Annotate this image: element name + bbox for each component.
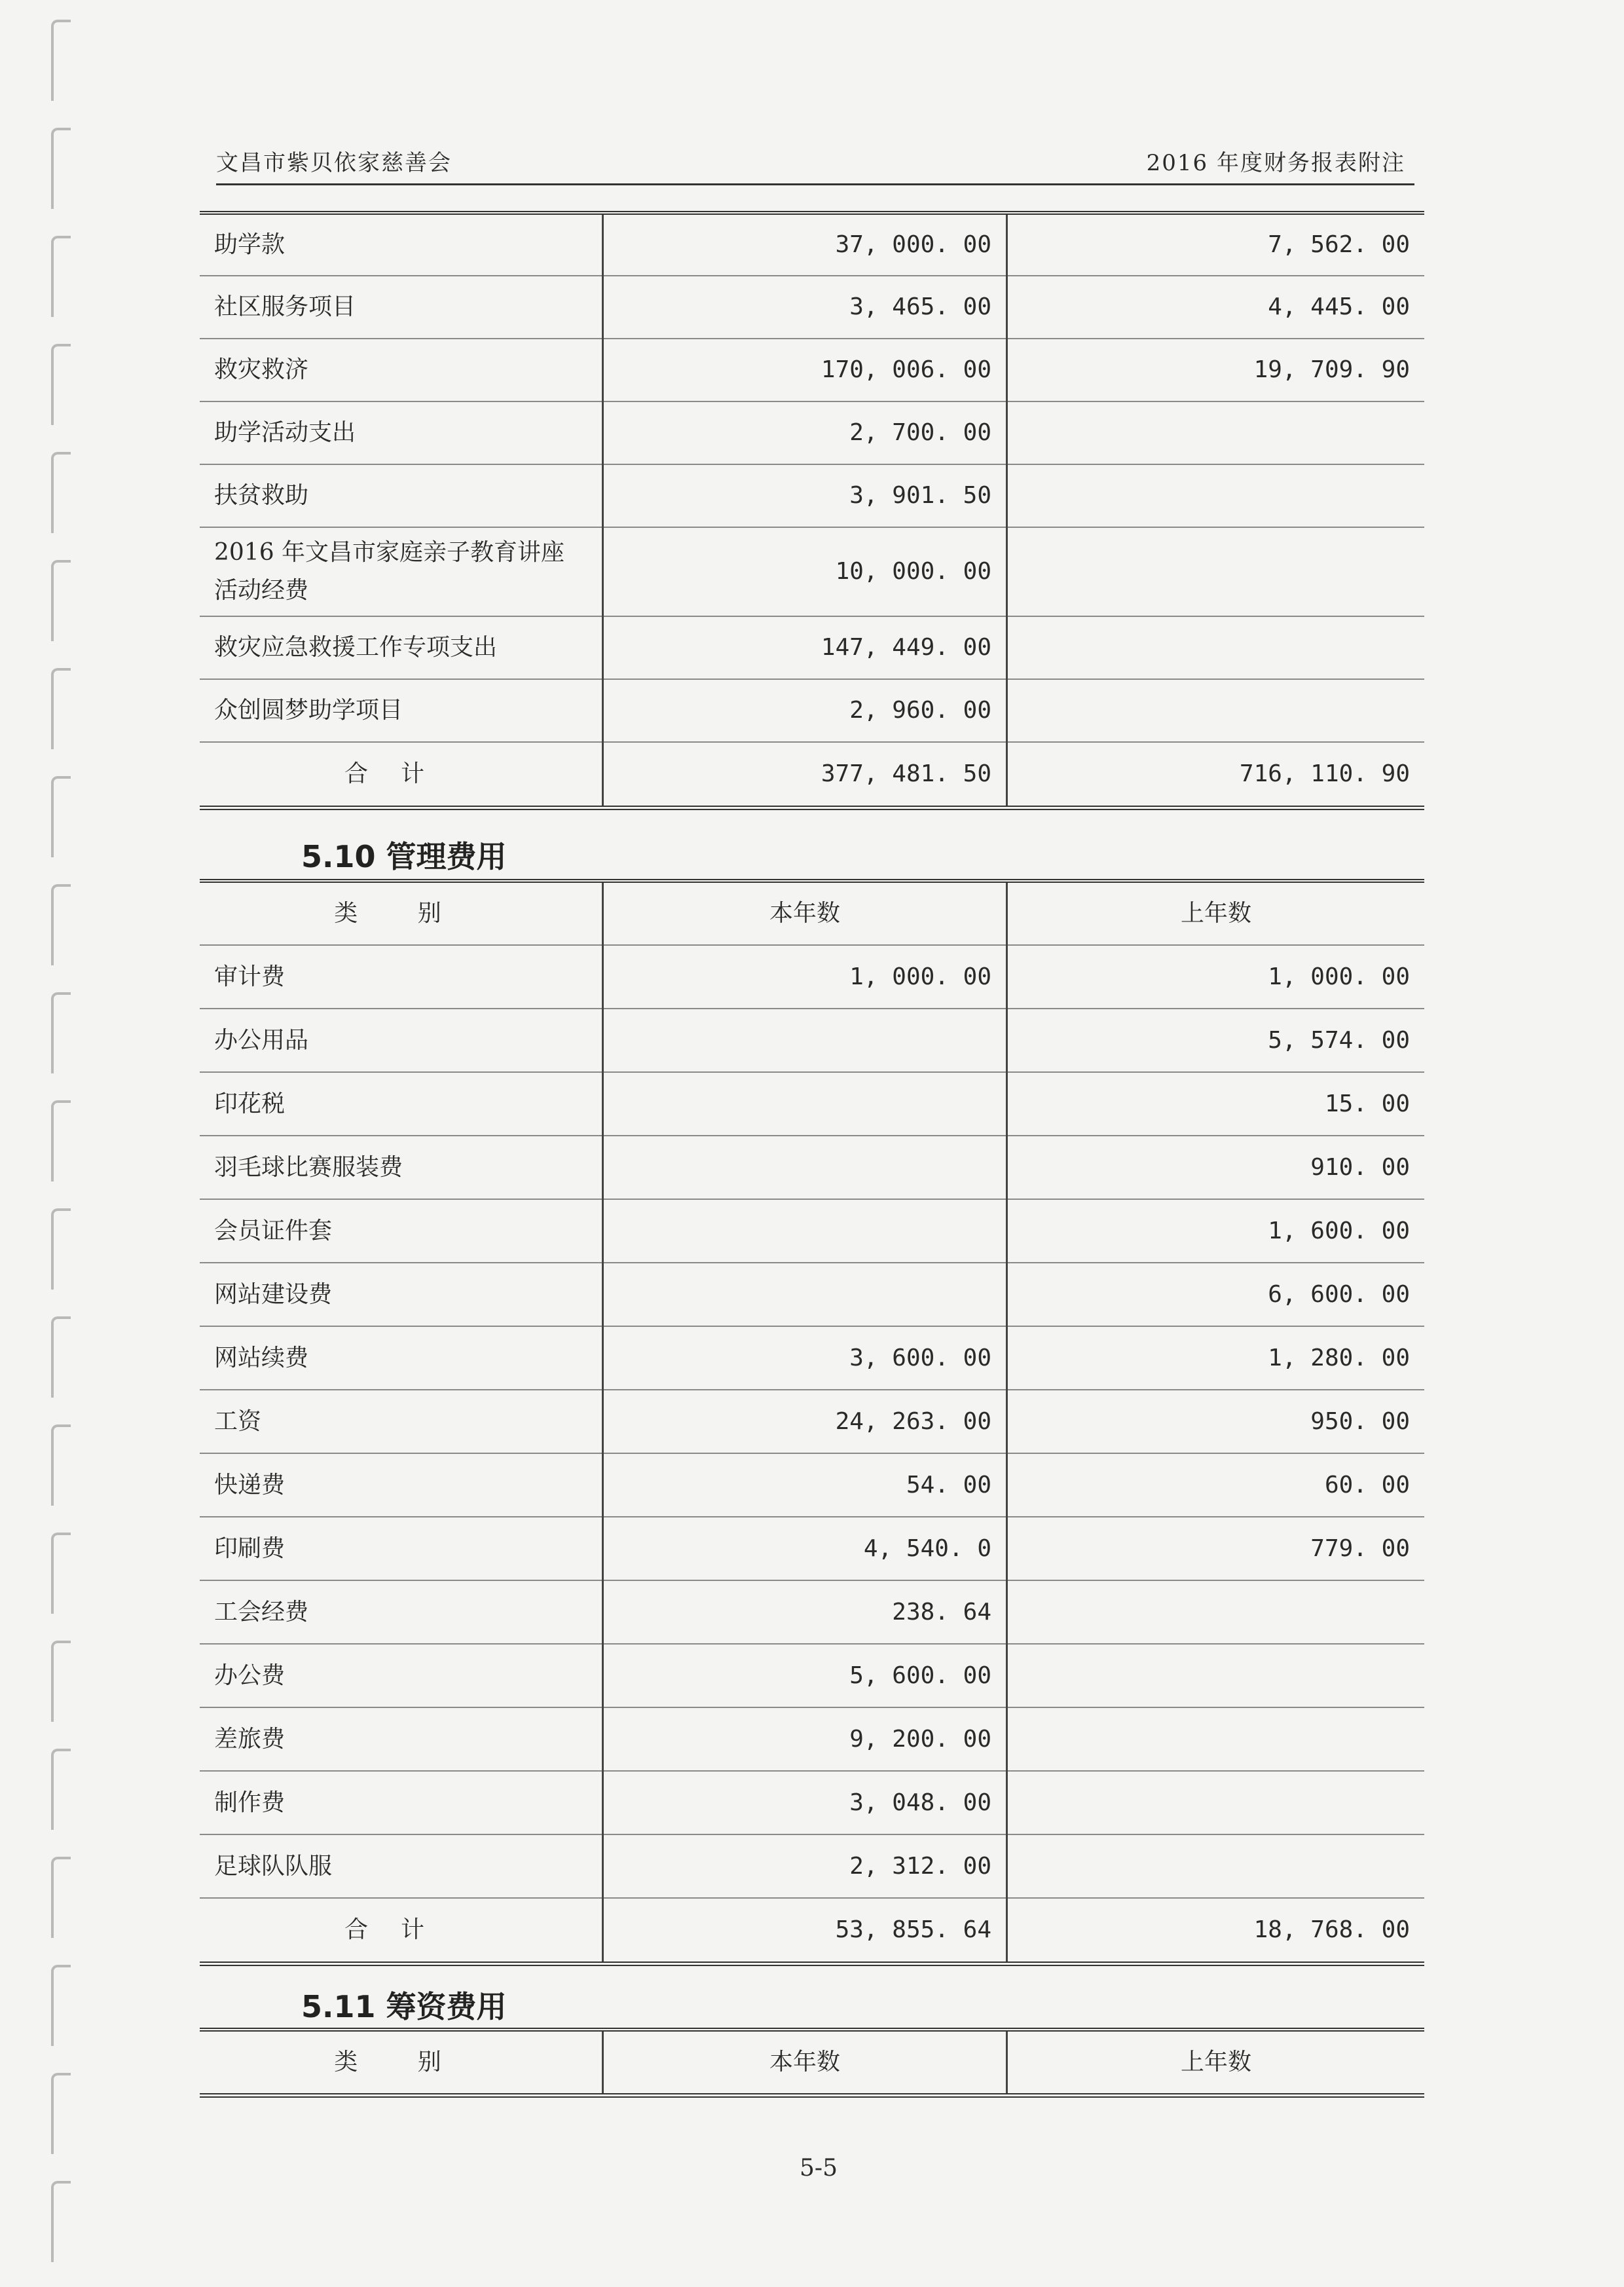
row-prior	[1007, 1707, 1425, 1771]
table-row	[200, 1834, 1424, 1898]
total-current: 53, 855. 64	[603, 1898, 1007, 1963]
header-row	[200, 2030, 1424, 2095]
row-current: 54. 00	[603, 1453, 1007, 1517]
binder-hole	[51, 1965, 71, 2046]
binder-hole	[51, 776, 71, 857]
row-current	[603, 1136, 1007, 1199]
binder-hole	[51, 2181, 71, 2262]
binder-hole	[51, 884, 71, 965]
row-prior: 15. 00	[1007, 1072, 1425, 1136]
row-label: 助学款	[200, 213, 603, 276]
row-prior	[1007, 616, 1425, 679]
table-row	[200, 527, 1424, 616]
row-prior	[1007, 679, 1425, 742]
row-current: 24, 263. 00	[603, 1390, 1007, 1453]
binder-hole	[51, 1424, 71, 1506]
table-row	[200, 1263, 1424, 1326]
total-prior: 716, 110. 90	[1007, 742, 1425, 808]
binder-hole	[51, 992, 71, 1073]
binder-margin	[46, 0, 79, 2287]
table-row	[200, 679, 1424, 742]
row-prior	[1007, 1644, 1425, 1707]
row-label: 工资	[200, 1390, 603, 1453]
table-row	[200, 401, 1424, 464]
row-current: 3, 465. 00	[603, 276, 1007, 339]
row-current: 5, 600. 00	[603, 1644, 1007, 1707]
row-current: 9, 200. 00	[603, 1707, 1007, 1771]
row-label: 众创圆梦助学项目	[200, 679, 603, 742]
table-row	[200, 1453, 1424, 1517]
row-label: 羽毛球比赛服装费	[200, 1136, 603, 1199]
binder-hole	[51, 236, 71, 317]
total-current: 377, 481. 50	[603, 742, 1007, 808]
binder-hole	[51, 560, 71, 641]
row-label: 救灾应急救援工作专项支出	[200, 616, 603, 679]
row-label: 社区服务项目	[200, 276, 603, 339]
row-current: 3, 600. 00	[603, 1326, 1007, 1390]
row-prior: 19, 709. 90	[1007, 339, 1425, 401]
binder-hole	[51, 1857, 71, 1938]
row-prior: 7, 562. 00	[1007, 213, 1425, 276]
row-prior: 1, 600. 00	[1007, 1199, 1425, 1263]
table-row	[200, 1136, 1424, 1199]
table-row	[200, 1009, 1424, 1072]
binder-hole	[51, 1100, 71, 1181]
table-row	[200, 1771, 1424, 1834]
header-row	[200, 881, 1424, 945]
row-label: 工会经费	[200, 1580, 603, 1644]
row-current: 2, 700. 00	[603, 401, 1007, 464]
col-header-prior: 上年数	[1007, 2030, 1425, 2095]
expense-table-continued	[200, 211, 1424, 810]
row-label: 救灾救济	[200, 339, 603, 401]
row-prior: 1, 280. 00	[1007, 1326, 1425, 1390]
row-current: 37, 000. 00	[603, 213, 1007, 276]
row-prior: 60. 00	[1007, 1453, 1425, 1517]
row-current: 238. 64	[603, 1580, 1007, 1644]
section-title-510: 5.10 管理费用	[301, 839, 507, 874]
row-current: 2, 960. 00	[603, 679, 1007, 742]
row-label: 网站续费	[200, 1326, 603, 1390]
row-label: 差旅费	[200, 1707, 603, 1771]
row-current	[603, 1072, 1007, 1136]
row-current: 1, 000. 00	[603, 945, 1007, 1009]
binder-hole	[51, 1208, 71, 1290]
row-label: 印花税	[200, 1072, 603, 1136]
row-label: 印刷费	[200, 1517, 603, 1580]
row-prior: 779. 00	[1007, 1517, 1425, 1580]
admin-expense-table	[200, 879, 1424, 1966]
row-prior	[1007, 1580, 1425, 1644]
row-current	[603, 1263, 1007, 1326]
binder-hole	[51, 344, 71, 425]
row-prior	[1007, 1771, 1425, 1834]
row-current: 4, 540. 0	[603, 1517, 1007, 1580]
row-label: 2016 年文昌市家庭亲子教育讲座活动经费	[200, 527, 603, 616]
table-row	[200, 213, 1424, 276]
total-label: 合计	[200, 1898, 603, 1963]
binder-hole	[51, 452, 71, 533]
row-current: 10, 000. 00	[603, 527, 1007, 616]
row-label: 办公费	[200, 1644, 603, 1707]
table-row	[200, 1517, 1424, 1580]
table-row	[200, 464, 1424, 527]
col-header-category: 类 别	[200, 2030, 603, 2095]
row-prior: 4, 445. 00	[1007, 276, 1425, 339]
binder-hole	[51, 1316, 71, 1398]
binder-hole	[51, 1641, 71, 1722]
table-row	[200, 339, 1424, 401]
total-row	[200, 742, 1424, 808]
page-header	[216, 144, 1414, 185]
row-prior: 910. 00	[1007, 1136, 1425, 1199]
row-current: 3, 048. 00	[603, 1771, 1007, 1834]
total-prior: 18, 768. 00	[1007, 1898, 1425, 1963]
row-label: 扶贫救助	[200, 464, 603, 527]
row-current	[603, 1009, 1007, 1072]
binder-hole	[51, 128, 71, 209]
row-prior	[1007, 1834, 1425, 1898]
row-current: 3, 901. 50	[603, 464, 1007, 527]
page-number: 5-5	[800, 2155, 838, 2182]
row-label: 制作费	[200, 1771, 603, 1834]
doc-title: 2016 年度财务报表附注	[1146, 150, 1405, 176]
row-prior	[1007, 464, 1425, 527]
table-row	[200, 1707, 1424, 1771]
table-row	[200, 276, 1424, 339]
table-row	[200, 1199, 1424, 1263]
row-current: 147, 449. 00	[603, 616, 1007, 679]
row-label: 审计费	[200, 945, 603, 1009]
binder-hole	[51, 1533, 71, 1614]
table-row	[200, 1072, 1424, 1136]
col-header-current: 本年数	[603, 881, 1007, 945]
col-header-category: 类 别	[200, 881, 603, 945]
row-label: 网站建设费	[200, 1263, 603, 1326]
row-prior: 5, 574. 00	[1007, 1009, 1425, 1072]
row-prior: 1, 000. 00	[1007, 945, 1425, 1009]
total-label: 合计	[200, 742, 603, 808]
table-row	[200, 1390, 1424, 1453]
table-row	[200, 1644, 1424, 1707]
row-label: 会员证件套	[200, 1199, 603, 1263]
col-header-current: 本年数	[603, 2030, 1007, 2095]
binder-hole	[51, 2073, 71, 2154]
row-current: 2, 312. 00	[603, 1834, 1007, 1898]
row-current: 170, 006. 00	[603, 339, 1007, 401]
row-prior	[1007, 527, 1425, 616]
table-row	[200, 616, 1424, 679]
table-row	[200, 1580, 1424, 1644]
row-prior: 950. 00	[1007, 1390, 1425, 1453]
table-row	[200, 1326, 1424, 1390]
row-label: 足球队队服	[200, 1834, 603, 1898]
row-current	[603, 1199, 1007, 1263]
col-header-prior: 上年数	[1007, 881, 1425, 945]
binder-hole	[51, 20, 71, 101]
binder-hole	[51, 1749, 71, 1830]
section-title-511: 5.11 筹资费用	[301, 1989, 507, 2024]
total-row	[200, 1898, 1424, 1963]
row-label: 助学活动支出	[200, 401, 603, 464]
row-label: 办公用品	[200, 1009, 603, 1072]
binder-hole	[51, 668, 71, 749]
row-prior: 6, 600. 00	[1007, 1263, 1425, 1326]
table-row	[200, 945, 1424, 1009]
row-prior	[1007, 401, 1425, 464]
org-name: 文昌市紫贝依家慈善会	[216, 150, 452, 176]
financing-expense-table	[200, 2028, 1424, 2098]
row-label: 快递费	[200, 1453, 603, 1517]
